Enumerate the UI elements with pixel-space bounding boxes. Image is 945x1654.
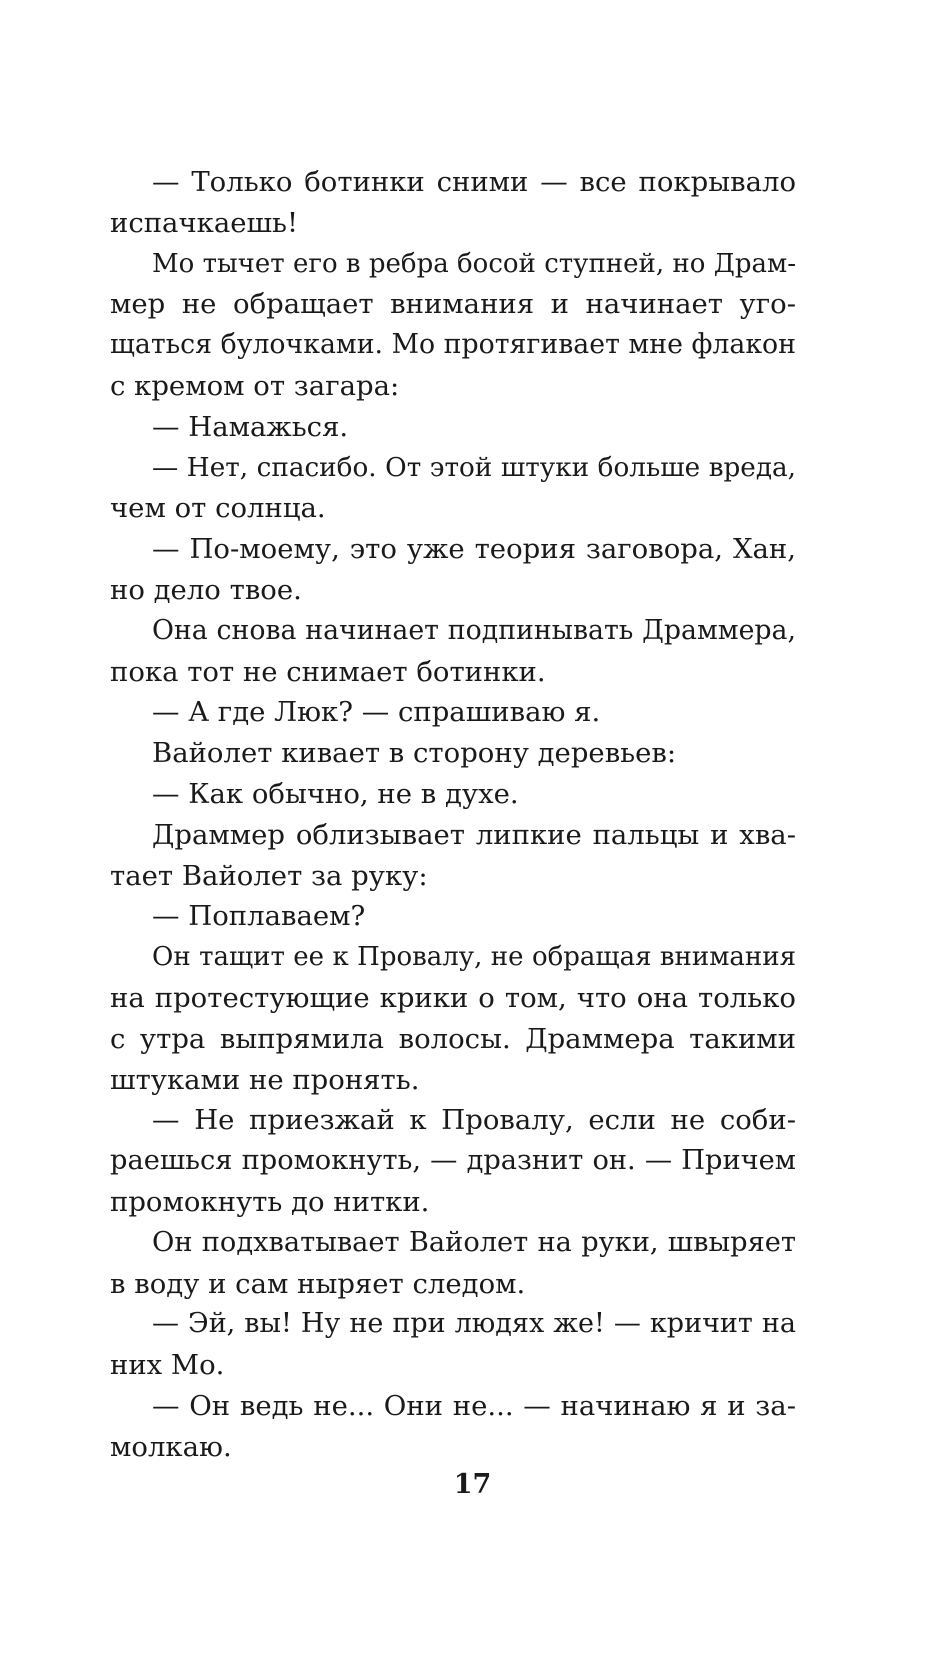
text-line: — Как обычно, не в духе. (152, 777, 519, 810)
text-line: — По-моему, это уже теория заговора, Хан, (152, 533, 796, 566)
text-line: на протестующие крики о том, что она только (110, 981, 796, 1014)
text-line: — Поплаваем? (152, 900, 366, 933)
text-line: но дело твое. (110, 573, 302, 606)
text-line: них Мо. (110, 1349, 225, 1382)
text-line: — Намажься. (152, 410, 349, 443)
text-line: испачкаешь! (110, 206, 299, 239)
text-line: Вайолет кивает в сторону деревьев: (152, 737, 677, 770)
page-number: 17 (453, 1469, 492, 1500)
text-line: — А где Люк? — спрашиваю я. (152, 696, 601, 729)
text-line: пока тот не снимает ботинки. (110, 655, 546, 688)
text-line: чем от солнца. (110, 492, 326, 525)
text-line: — Не приезжай к Провалу, если не соби- (152, 1104, 796, 1137)
text-line: Он тащит ее к Провалу, не обращая внимания (152, 942, 796, 973)
text-line: Драммер облизывает липкие пальцы и хва- (152, 818, 796, 851)
text-line: в воду и сам ныряет следом. (110, 1267, 526, 1300)
text-line: — Он ведь не... Они не... — начинаю я и за- (152, 1389, 796, 1422)
text-line: раешься промокнуть, — дразнит он. — Причем (110, 1145, 796, 1177)
text-line: Она снова начинает подпинывать Драммера, (152, 614, 796, 646)
text-line: тает Вайолет за руку: (110, 859, 428, 892)
text-line: с утра выпрямила волосы. Драммера такими (110, 1022, 796, 1055)
text-line: — Нет, спасибо. От этой штуки больше вреда, (152, 452, 796, 483)
text-line: с кремом от загара: (110, 369, 400, 402)
body-text (110, 162, 796, 1468)
text-line: Он подхватывает Вайолет на руки, швыряет (152, 1226, 796, 1258)
text-line: мер не обращает внимания и начинает уго- (110, 288, 796, 321)
text-line: промокнуть до нитки. (110, 1185, 430, 1218)
text-line: щаться булочками. Мо протягивает мне флакон (110, 329, 796, 361)
text-line: штуками не пронять. (110, 1063, 420, 1096)
text-line: — Только ботинки сними — все покрывало (152, 166, 796, 198)
text-line: — Эй, вы! Ну не при людях же! — кричит на (152, 1308, 796, 1340)
text-line: Мо тычет его в ребра босой ступней, но Драм- (152, 248, 796, 279)
text-line: молкаю. (110, 1430, 232, 1463)
